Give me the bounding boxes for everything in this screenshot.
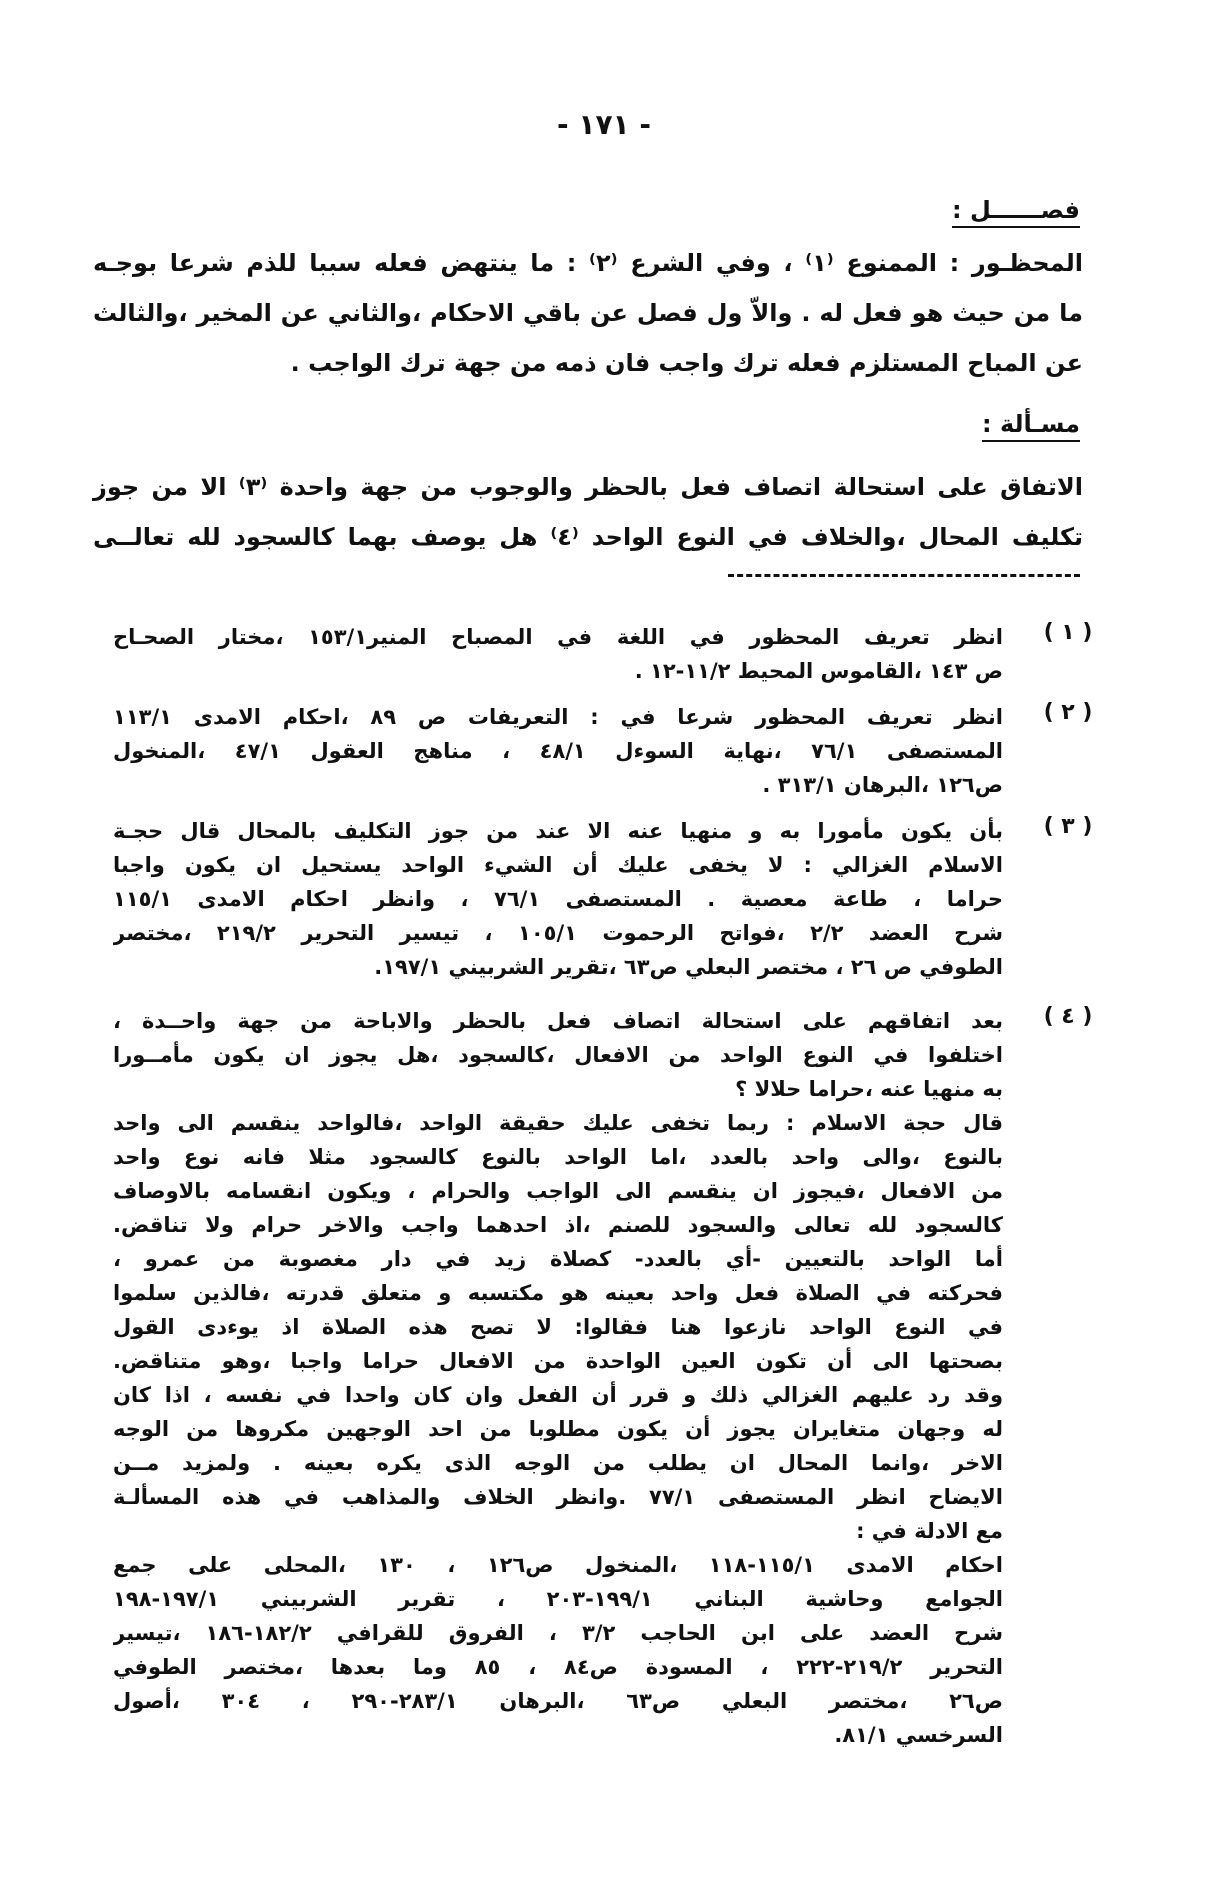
body-line: تكليف المحال ،والخلاف في النوع الواحد ⁽٤⁾ هل يوصف بهما كالسجود لله تعالــى (93, 523, 1084, 551)
footnote-line: به منهيا عنه ،حراما حلالا ؟ (735, 1077, 1003, 1101)
footnote-line: الايضاح انظر المستصفى ٧٧/١ .وانظر الخلاف والمذاهب في هذه المسألـة (113, 1485, 1003, 1509)
footnote-line: التحرير ٢١٩/٢-٢٢٢ ، المسودة ص٨٤ ، ٨٥ وما بعدها ،مختصر الطوفي (113, 1655, 1003, 1679)
footnote-line: وقد رد عليهم الغزالي ذلك و قرر أن الفعل وان كان واحدا في نفسه ، اذا كان (113, 1383, 1003, 1407)
footnote-line: اختلفوا في النوع الواحد من الافعال ،كالسجود ،هل يجوز ان يكون مأمــورا (113, 1043, 1003, 1067)
footnote-line: بأن يكون مأمورا به و منهيا عنه الا عند من جوز التكليف بالمحال قال حجـة (113, 819, 1003, 843)
footnote-line: حراما ، طاعة معصية . المستصفى ٧٦/١ ، وانظر احكام الامدى ١١٥/١ (113, 887, 1003, 911)
footnote-number: ( ١ ) (1043, 620, 1093, 645)
body-line: ما من حيث هو فعل له . والاّ ول فصل عن باقي الاحكام ،والثاني عن المخير ،والثالث (93, 299, 1083, 327)
footnote-line: شرح العضد على ابن الحاجب ٣/٢ ، الفروق للقرافي ١٨٢/٢-١٨٦ ،تيسير (113, 1621, 1003, 1645)
footnote-line: مع الادلة في : (856, 1519, 1003, 1543)
footnote-line: قال حجة الاسلام : ربما تخفى عليك حقيقة الواحد ،فالواحد ينقسم الى واحد (113, 1111, 1003, 1135)
footnote-line: بصحتها الى أن تكون العين الواحدة من الافعال حراما واجبا ،وهو متناقض. (113, 1349, 1003, 1373)
footnote-text (113, 1004, 1003, 1752)
footnote-line: الاسلام الغزالي : لا يخفى عليك أن الشيء الواحد يستحيل ان يكون واجبا (113, 853, 1003, 877)
footnote-text (113, 814, 1003, 984)
footnote-line: بالنوع ،والى واحد بالعدد ،اما الواحد بالنوع كالسجود مثلا فانه نوع واحد (113, 1145, 1003, 1169)
section-body (93, 238, 1083, 388)
body-line: المحظـور : الممنوع ⁽١⁾ ، وفي الشرع ⁽٢⁾ : ما ينتهض فعله سببا للذم شرعا بوجـه (93, 249, 1083, 277)
footnote-line: أما الواحد بالتعيين -أي بالعدد- كصلاة زيد في دار مغصوبة من عمرو ، (113, 1247, 1003, 1271)
footnote-line: ص ١٤٣ ،القاموس المحيط ١١/٢-١٢ . (634, 659, 1003, 683)
footnote-text (113, 620, 1003, 688)
footnote-number: ( ٢ ) (1043, 700, 1093, 725)
footnote-line: الجوامع وحاشية البناني ١٩٩/١-٢٠٣ ، تقرير الشربيني ١٩٧/١-١٩٨ (113, 1587, 1003, 1611)
footnote-line: ص١٢٦ ،البرهان ٣١٣/١ . (762, 773, 1003, 797)
footnote-line: في النوع الواحد نازعوا هنا فقالوا: لا تصح هذه الصلاة اذ يوءدى القول (113, 1315, 1003, 1339)
issue-body (93, 462, 1083, 562)
footnote-line: السرخسي ٨١/١. (834, 1723, 1003, 1747)
footnote-line: انظر تعريف المحظور في اللغة في المصباح المنير١٥٣/١ ،مختار الصحـاح (113, 625, 1003, 649)
footnote-line: له وجهان متغايران يجوز أن يكون مطلوبا من احد الوجهين مكروها من الوجه (113, 1417, 1003, 1441)
footnote-line: ص٢٦ ،مختصر البعلي ص٦٣ ،البرهان ٢٨٣/١-٢٩٠ ، ٣٠٤ ،أصول (113, 1689, 1003, 1713)
footnote-text (113, 700, 1003, 802)
footnote-line: المستصفى ٧٦/١ ،نهاية السوءل ٤٨/١ ، مناهج العقول ٤٧/١ ،المنخول (113, 739, 1003, 763)
issue-heading: مسـألة : (982, 410, 1080, 442)
footnote-line: انظر تعريف المحظور شرعا في : التعريفات ص ٨٩ ،احكام الامدى ١١٣/١ (113, 705, 1003, 729)
body-line: عن المباح المستلزم فعله ترك واجب فان ذمه من جهة ترك الواجب . (290, 349, 1083, 377)
footnote-line: شرح العضد ٢/٢ ،فواتح الرحموت ١٠٥/١ ، تيسير التحرير ٢١٩/٢ ،مختصر (113, 921, 1003, 945)
footnote-number: ( ٤ ) (1043, 1004, 1093, 1029)
footnote-line: الاخر ،وانما المحال ان يطلب من الوجه الذى يكره بعينه . ولمزيد مــن (113, 1451, 1003, 1475)
footnote-line: الطوفي ص ٢٦ ، مختصر البعلي ص٦٣ ،تقرير الشربيني ١٩٧/١. (374, 955, 1003, 979)
footnote-line: احكام الامدى ١١٥/١-١١٨ ،المنخول ص١٢٦ ، ١٣٠ ،المحلى على جمع (113, 1553, 1003, 1577)
body-line: الاتفاق على استحالة اتصاف فعل بالحظر والوجوب من جهة واحدة ⁽٣⁾ الا من جوز (93, 473, 1083, 501)
footnote-line: فحركته في الصلاة فعل واحد بعينه هو مكتسبه و متعلق قدرته ،فالذين سلموا (113, 1281, 1003, 1305)
page-number: - ١٧١ - (556, 108, 652, 141)
footnote-separator (728, 574, 1080, 577)
footnote-line: كالسجود لله تعالى والسجود للصنم ،اذ احدهما واجب والاخر حرام ولا تناقض. (113, 1213, 1003, 1237)
section-heading: فصــــــل : (952, 196, 1080, 228)
footnote-line: من الافعال ،فيجوز ان ينقسم الى الواجب والحرام ، ويكون انقسامه بالاوصاف (113, 1179, 1003, 1203)
footnote-line: بعد اتفاقهم على استحالة اتصاف فعل بالحظر والاباحة من جهة واحــدة ، (113, 1009, 1003, 1033)
footnote-number: ( ٣ ) (1043, 814, 1093, 839)
